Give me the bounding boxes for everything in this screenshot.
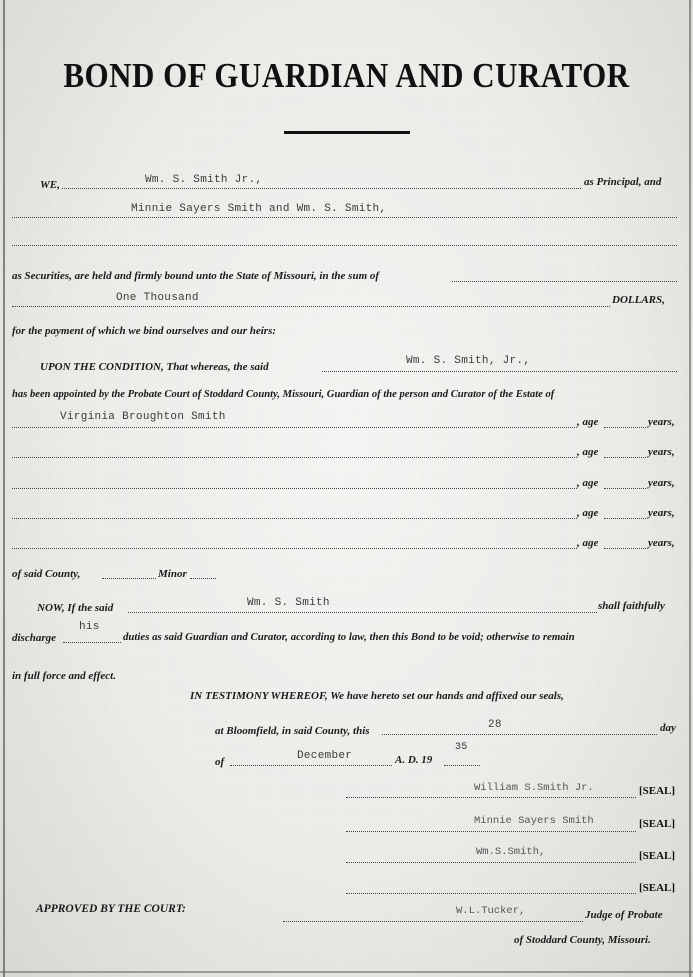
judge-signature: W.L.Tucker,: [456, 905, 526, 917]
years-label-3: years,: [648, 477, 675, 489]
principal-line: [62, 188, 581, 189]
seal-2: [SEAL]: [639, 818, 676, 830]
bond-sum: One Thousand: [116, 292, 199, 304]
judge-label: Judge of Probate: [585, 909, 663, 921]
pronoun-line: [63, 642, 121, 643]
judge-line: [283, 921, 583, 922]
month-line: [230, 765, 392, 766]
title-rule: [284, 131, 410, 134]
duties-label: duties as said Guardian and Curator, according to law, then this Bond to be void; otherwise to remain: [123, 631, 575, 643]
bloomfield-label: at Bloomfield, in said County, this: [215, 725, 370, 737]
age-label-5: , age: [577, 537, 599, 549]
page-edge-bottom: [0, 971, 693, 973]
signature-2: Minnie Sayers Smith: [474, 815, 594, 827]
page-edge-left: [3, 0, 5, 977]
day-value: 28: [488, 719, 502, 731]
year-line: [444, 765, 480, 766]
years-label-2: years,: [648, 446, 675, 458]
payment-label: for the payment of which we bind ourselves and our heirs:: [12, 325, 277, 337]
age-label-3: , age: [577, 477, 599, 489]
month-value: December: [297, 750, 353, 762]
force-label: in full force and effect.: [12, 670, 116, 682]
ward-line-3: [12, 488, 577, 489]
discharge-label: discharge: [12, 632, 56, 644]
approved-label: APPROVED BY THE COURT:: [36, 903, 186, 915]
year-value: 35: [455, 742, 468, 753]
sureties-names: Minnie Sayers Smith and Wm. S. Smith,: [131, 203, 387, 215]
we-label: WE,: [40, 179, 60, 191]
age-label-4: , age: [577, 507, 599, 519]
signature-3: Wm.S.Smith,: [476, 846, 546, 858]
of-label: of: [215, 756, 225, 768]
ward-line-2: [12, 457, 577, 458]
day-label: day: [660, 722, 676, 734]
blank-line: [12, 245, 677, 246]
minor-label: Minor: [158, 568, 187, 580]
document-title: BOND OF GUARDIAN AND CURATOR: [63, 55, 630, 96]
county-label: of said County,: [12, 568, 81, 580]
age-line-4: [604, 518, 646, 519]
ward-line-5: [12, 548, 577, 549]
page-edge-right: [689, 0, 691, 977]
seal-4: [SEAL]: [639, 882, 676, 894]
signature-line-2: [346, 831, 636, 832]
said-name: Wm. S. Smith, Jr.,: [406, 355, 531, 367]
years-label-1: years,: [648, 416, 675, 428]
securities-label: as Securities, are held and firmly bound unto the State of Missouri, in the sum of: [12, 270, 380, 282]
principal-name: Wm. S. Smith Jr.,: [145, 174, 263, 186]
condition-label: UPON THE CONDITION, That whereas, the said: [40, 361, 269, 373]
sureties-line: [12, 217, 677, 218]
minor-line: [190, 578, 216, 579]
age-label-2: , age: [577, 446, 599, 458]
now-label: NOW, If the said: [37, 602, 114, 614]
sum-line-end: [452, 281, 677, 282]
signature-line-3: [346, 862, 636, 863]
seal-1: [SEAL]: [639, 785, 676, 797]
signature-line-1: [346, 797, 636, 798]
years-label-4: years,: [648, 507, 675, 519]
testimony-label: IN TESTIMONY WHEREOF, We have hereto set our hands and affixed our seals,: [190, 690, 564, 702]
faithfully-label: shall faithfully: [598, 600, 665, 612]
age-line-5: [604, 548, 646, 549]
county-line: [102, 578, 156, 579]
ward-line-4: [12, 518, 577, 519]
principal-label: as Principal, and: [584, 176, 662, 188]
signature-line-4: [346, 893, 636, 894]
signature-1: William S.Smith Jr.: [474, 782, 594, 794]
age-line-1: [604, 427, 646, 428]
age-line-3: [604, 488, 646, 489]
ward-line-1: [12, 427, 577, 428]
seal-3: [SEAL]: [639, 850, 676, 862]
ad-label: A. D. 19: [395, 754, 433, 766]
said-name-line: [322, 371, 677, 372]
age-line-2: [604, 457, 646, 458]
dollars-label: DOLLARS,: [612, 294, 665, 306]
now-name-line: [128, 612, 597, 613]
county-court-label: of Stoddard County, Missouri.: [514, 934, 651, 946]
age-label-1: , age: [577, 416, 599, 428]
now-name: Wm. S. Smith: [247, 597, 330, 609]
sum-line: [12, 306, 610, 307]
appointed-label: has been appointed by the Probate Court of Stoddard County, Missouri, Guardian of the person and Curator of the Estate of: [12, 389, 555, 400]
day-line: [382, 734, 657, 735]
years-label-5: years,: [648, 537, 675, 549]
pronoun: his: [79, 621, 100, 633]
ward-name: Virginia Broughton Smith: [60, 411, 226, 423]
